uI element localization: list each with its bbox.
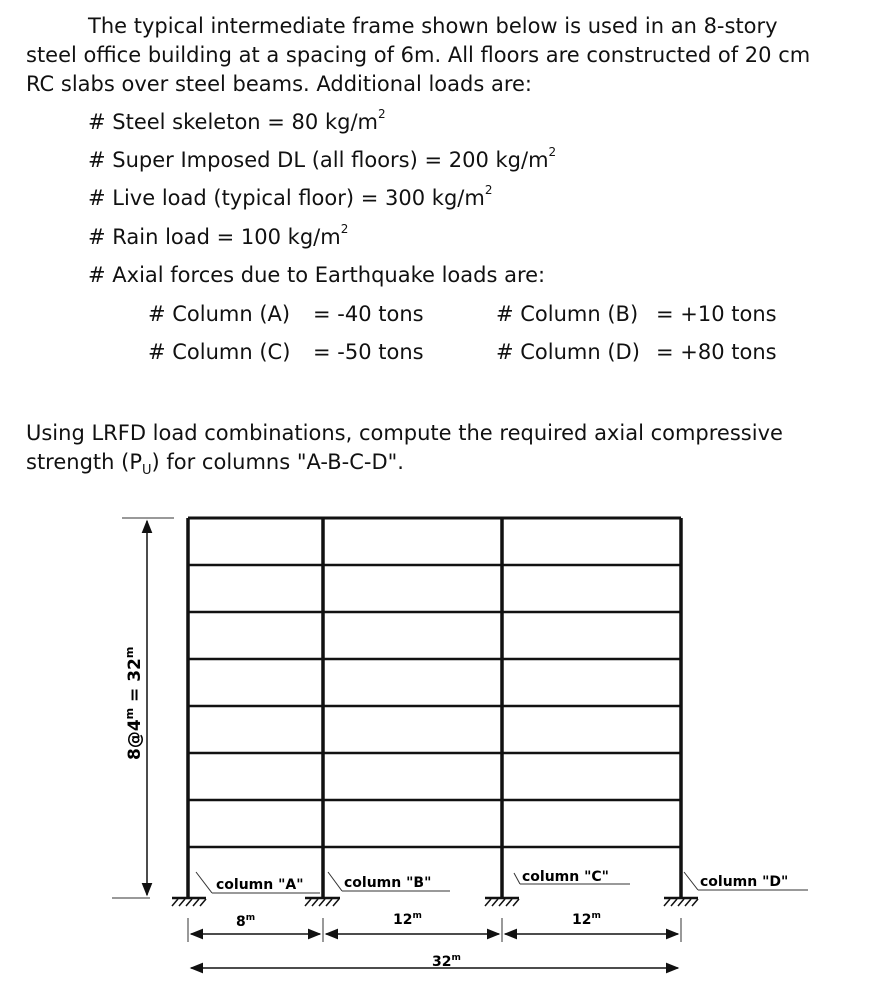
span-dimensions (188, 911, 681, 970)
support-d (664, 898, 698, 906)
frame-columns (188, 518, 681, 898)
fixed-supports (172, 898, 698, 906)
span-label-2: 12$^m$ (393, 911, 422, 928)
eq-column-b: # Column (B) = +10 tons (496, 302, 777, 326)
eq-column-c: # Column (C) = -50 tons (148, 340, 424, 364)
load-item-steel-skeleton: # Steel skeleton = 80 $kg/m^2$ (88, 107, 386, 134)
load-item-live-load: # Live load (typical floor) = 300 $kg/m^2$ (88, 183, 493, 210)
column-label-a: column "A" (216, 877, 304, 893)
load-item-superimposed-dl: # Super Imposed DL (all floors) = 200 $kg/m^2$ (88, 145, 557, 172)
height-dimension-label: $8@4^m = 32^m$ (123, 646, 145, 760)
total-span-label: 32$^m$ (432, 953, 461, 970)
span-label-1: 8$^m$ (236, 913, 256, 930)
support-c (485, 898, 519, 906)
column-label-b: column "B" (344, 875, 432, 891)
eq-column-a: # Column (A) = -40 tons (148, 302, 424, 326)
support-a (172, 898, 206, 906)
question-line-1: Using LRFD load combinations, compute the required axial compressive (26, 421, 783, 445)
column-label-d: column "D" (700, 874, 789, 890)
intro-line-1: The typical intermediate frame shown below is used in an 8-story (88, 14, 778, 38)
column-label-c: column "C" (522, 869, 609, 885)
support-b (305, 898, 340, 906)
load-item-rain-load: # Rain load = 100 $kg/m^2$ (88, 222, 349, 249)
intro-line-3: RC slabs over steel beams. Additional loads are: (26, 72, 532, 96)
load-item-earthquake-header: # Axial forces due to Earthquake loads are: (88, 263, 546, 287)
span-label-3: 12$^m$ (572, 911, 601, 928)
question-line-2: strength $(P_U)$ for columns "A-B-C-D". (26, 450, 404, 479)
height-dimension (112, 518, 174, 898)
eq-column-d: # Column (D) = +80 tons (496, 340, 777, 364)
frame-beams (188, 518, 681, 847)
intro-line-2: steel office building at a spacing of 6m. All floors are constructed of 20 cm (26, 43, 811, 67)
